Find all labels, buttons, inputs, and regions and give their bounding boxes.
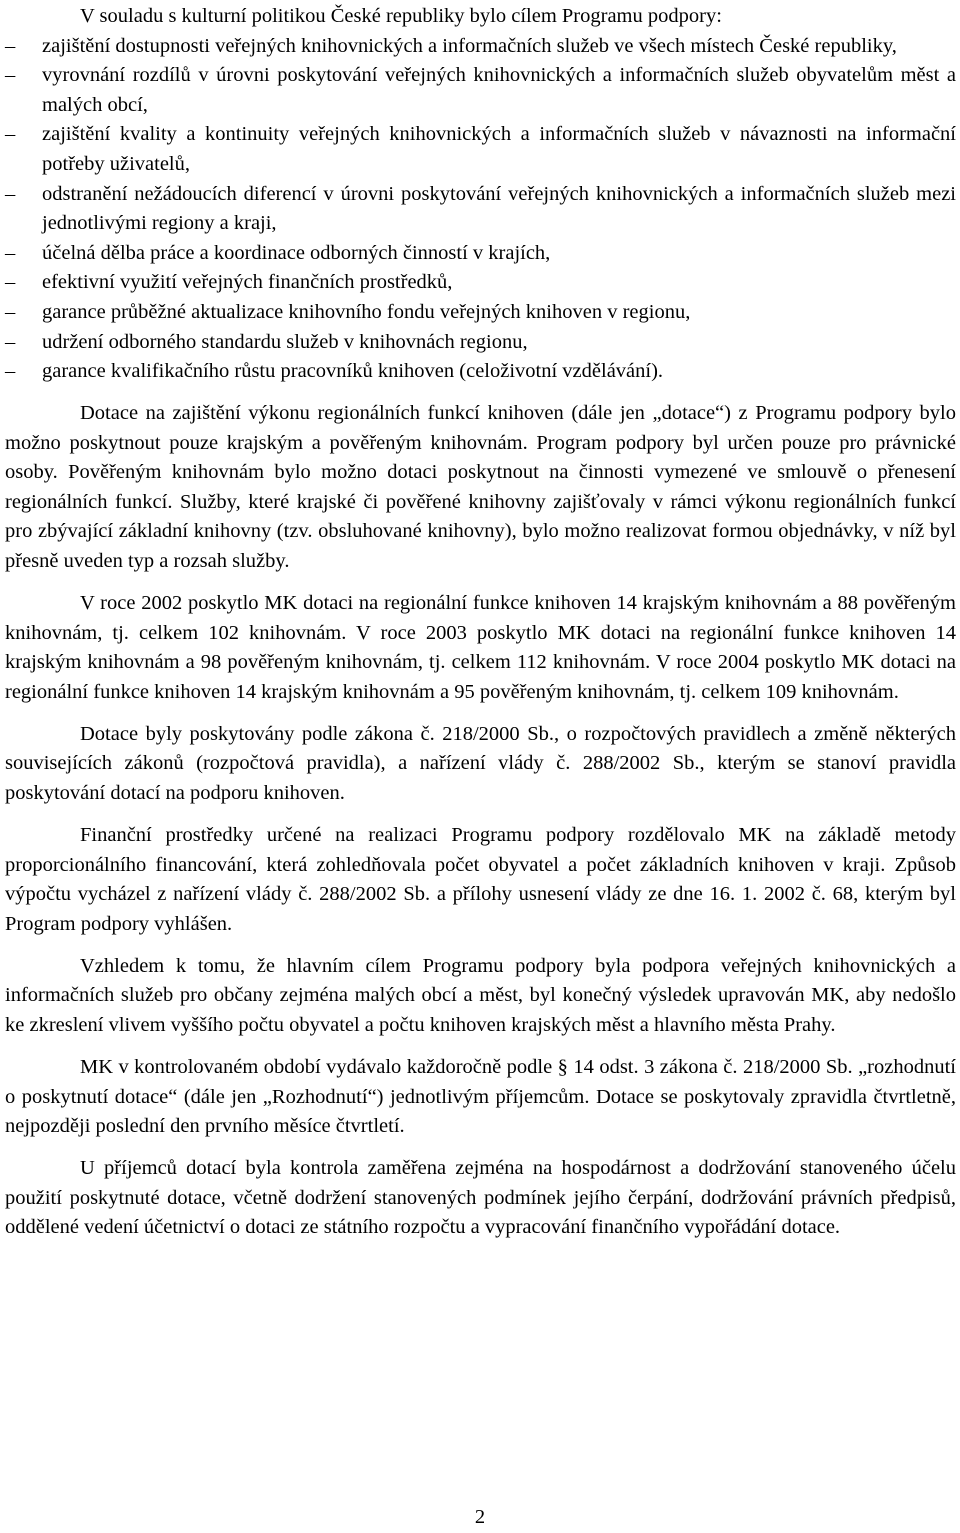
list-item-text: udržení odborného standardu služeb v knihovnách regionu,	[42, 330, 528, 353]
list-item	[5, 357, 956, 387]
paragraph-financing: Finanční prostředky určené na realizaci Programu podpory rozdělovalo MK na základě metody proporcionálního financování, která zohledňovala počet obyvatel a počet základních knihoven v kraji. Způsob výpočtu vycházel z nařízení vlády č. 288/2002 Sb. a přílohy usnesení vlády ze dne 16. 1. 2002 č. 68, kterým byl Program podpory vyhlášen.	[5, 824, 956, 935]
list-item	[5, 120, 956, 179]
dash-bullet: –	[5, 271, 16, 294]
list-item-text: zajištění dostupnosti veřejných knihovnických a informačních služeb ve všech místech České republiky,	[42, 34, 897, 57]
dash-bullet: –	[5, 123, 16, 146]
list-item-text: zajištění kvality a kontinuity veřejných knihovnických a informačních služeb v návaznosti na informační potřeby uživatelů,	[42, 123, 956, 175]
list-item	[5, 32, 956, 62]
objectives-list	[5, 32, 956, 387]
dash-bullet: –	[5, 360, 16, 383]
dash-bullet: –	[5, 34, 16, 57]
list-item-text: účelná dělba práce a koordinace odborných činností v krajích,	[42, 241, 551, 264]
list-item-text: vyrovnání rozdílů v úrovni poskytování veřejných knihovnických a informačních služeb obyvatelům měst a malých obcí,	[42, 64, 956, 116]
dash-bullet: –	[5, 241, 16, 264]
intro-paragraph: V souladu s kulturní politikou České republiky bylo cílem Programu podpory:	[80, 5, 722, 27]
paragraph-goal: Vzhledem k tomu, že hlavním cílem Programu podpory byla podpora veřejných knihovnických a informačních služeb pro občany zejména malých obcí a měst, byl konečný výsledek upravován MK, aby nedošlo ke zkreslení vlivem vyššího počtu obyvatel a počtu knihoven krajských měst a hlavního města Prahy.	[5, 954, 956, 1036]
dash-bullet: –	[5, 300, 16, 323]
list-item	[5, 239, 956, 269]
page-number: 2	[474, 1506, 486, 1528]
list-item	[5, 328, 956, 358]
list-item	[5, 180, 956, 239]
dash-bullet: –	[5, 330, 16, 353]
list-item	[5, 268, 956, 298]
list-item-text: garance průběžné aktualizace knihovního fondu veřejných knihoven v regionu,	[42, 300, 691, 323]
list-item-text: efektivní využití veřejných finančních prostředků,	[42, 271, 453, 294]
dash-bullet: –	[5, 182, 16, 205]
paragraph-years: V roce 2002 poskytlo MK dotaci na regionální funkce knihoven 14 krajským knihovnám a 88 pověřeným knihovnám, tj. celkem 102 knihovnám. V roce 2003 poskytlo MK dotaci na regionální funkce knihoven 14 krajským knihovnám a 98 pověřeným knihovnám, tj. celkem 112 knihovnám. V roce 2004 poskytlo MK dotaci na regionální funkce knihoven 14 krajským knihovnám a 95 pověřeným knihovnám, tj. celkem 109 knihovnám.	[5, 592, 956, 703]
list-item	[5, 298, 956, 328]
list-item-text: garance kvalifikačního růstu pracovníků knihoven (celoživotní vzdělávání).	[42, 360, 664, 383]
paragraph-legal-basis: Dotace byly poskytovány podle zákona č. 218/2000 Sb., o rozpočtových pravidlech a změně některých souvisejících zákonů (rozpočtová pravidla), a nařízení vlády č. 288/2002 Sb., kterým se stanoví pravidla poskytování dotací na podporu knihoven.	[5, 722, 956, 805]
document-page	[5, 2, 956, 1243]
list-item	[5, 61, 956, 120]
list-item-text: odstranění nežádoucích diferencí v úrovni poskytování veřejných knihovnických a informačních služeb mezi jednotlivými regiony a kraji,	[42, 182, 956, 235]
paragraph-dotace: Dotace na zajištění výkonu regionálních funkcí knihoven (dále jen „dotace“) z Programu podpory bylo možno poskytnout pouze krajským a pověřeným knihovnám. Program podpory byl určen pouze pro právnické osoby. Pověřeným knihovnám bylo možno dotaci poskytnout na činnosti vymezené ve smlouvě o přenesení regionálních funkcí. Služby, které krajské či pověřené knihovny zajišťovaly v rámci výkonu regionálních funkcí pro zbývající základní knihovny (tzv. obsluhované knihovny), bylo možno realizovat formou objednávky, v níž byl přesně uveden typ a rozsah služby.	[5, 402, 956, 573]
dash-bullet: –	[5, 64, 16, 87]
paragraph-control: U příjemců dotací byla kontrola zaměřena zejména na hospodárnost a dodržování stanoveného účelu použití poskytnuté dotace, včetně dodržení stanovených podmínek jejího čerpání, dodržování právních předpisů, oddělené vedení účetnictví o dotaci ze státního rozpočtu a vypracování finančního vypořádání dotace.	[5, 1157, 956, 1239]
paragraph-decisions: MK v kontrolovaném období vydávalo každoročně podle § 14 odst. 3 zákona č. 218/2000 Sb. „rozhodnutí o poskytnutí dotace“ (dále jen „Rozhodnutí“) jednotlivým příjemcům. Dotace se poskytovaly zpravidla čtvrtletně, nejpozději poslední den prvního měsíce čtvrtletí.	[5, 1055, 956, 1138]
